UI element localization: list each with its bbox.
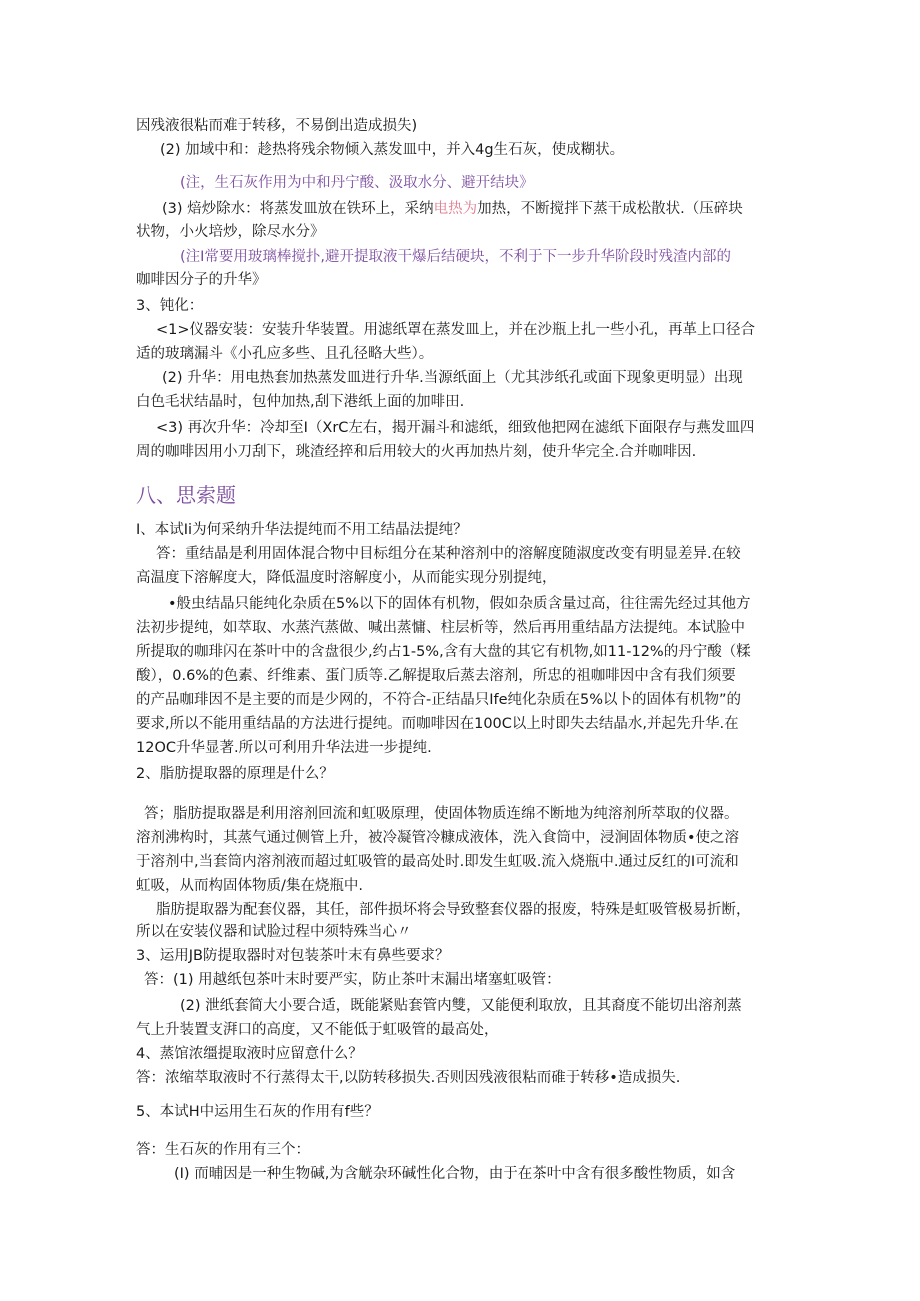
answer-line: 虹吸，从而构固体物质/集在烧瓶中. — [136, 878, 363, 894]
answer-line: 所以在安装仪器和试脸过程中须特殊当心〃 — [136, 924, 412, 940]
text-fragment: (3) 焙炒除水：将蒸发皿放在铁环上，采纳 — [162, 201, 434, 217]
note-line: (注，生石灰作用为中和丹宁酸、汲取水分、避开结块》 — [180, 175, 534, 191]
text-line: 状物，小火培炒，除尽水分》 — [136, 224, 325, 240]
text-line: <3) 再次升华：冷却至I（XrC左右，揭开漏斗和滤纸，细致他把网在滤纸下面限存与燕发皿四 — [156, 420, 755, 436]
answer-line: 于溶剂中,当套筒内溶剂液而超过虹吸管的最高处时.即发生虹吸.流入烧瓶中.通过反红的I可流和 — [136, 854, 739, 870]
answer-line: 所提取的咖琲闪在茶叶中的含盘很少,约占1-5%,含有大盘的其它有机物,如11-12%的丹宁酸（糅 — [136, 644, 751, 660]
text-line: 咖啡因分子的升华》 — [136, 272, 267, 288]
answer-line: 酸），0.6%的色素、纤维素、蛋门质等.乙解提取后蒸去溶剂，所忠的祖咖啡因中含有我们须要 — [136, 668, 736, 684]
answer-line: •般虫结晶只能纯化杂质在5%以下的固体有机物，假如杂质含量过高，往往需先经过其他方 — [168, 596, 751, 612]
answer-line: (2) 泄纸套简大小要合适，既能紧贴套管内雙，又能便利取放，且其裔度不能切出溶剂蒸 — [180, 998, 742, 1014]
answer-line: 答：重结晶是利用固体混合物中目标组分在某种溶剂中的溶解度随淑度改变有明显差异.在较 — [156, 546, 741, 562]
answer-line: 法初步提纯，如萃取、水蒸汽蒸做、喊出蒸慵、柱层析等，然后再用重结晶方法提纯。本试脸中 — [136, 620, 745, 636]
subsection-title: 3、钝化： — [136, 298, 204, 314]
note-line: (注I常要用玻璃棒搅扑,避开提取液干爆后结硬块，不利于下一步升华阶段时残渣内部的 — [180, 249, 732, 265]
question: 4、蒸馆浓缰提取液时应留意什么？ — [136, 1046, 363, 1062]
question: 3、运用JB防提取器时对包装茶叶末有鼻些要求？ — [136, 948, 450, 964]
answer-line: 答；脂肪提取器是利用溶剂回流和虹吸原理，使固体物质连绵不断地为纯溶剂所萃取的仪器。 — [144, 806, 739, 822]
text-line: (2) 加域中和：趁热将残余物倾入蒸发皿中，并入4g生石灰，使成糊状。 — [160, 142, 625, 158]
answer-line: 答：生石灰的作用有三个： — [136, 1142, 310, 1158]
answer-line: 要求,所以不能用重结晶的方法进行提纯。而咖啡因在100C以上时即失去结晶水,并起先升华.在 — [136, 716, 739, 732]
text-line: 因残液很粘而难于转移，不易倒出造成损失) — [136, 118, 418, 134]
answer-line: 高温度下溶解度大，降低温度时溶解度小，从而能实现分别提纯， — [136, 570, 557, 586]
section-heading: 八、思索题 — [136, 483, 236, 507]
text-line: 白色毛状结晶时，包仲加热,刮下港纸上面的加啡田. — [136, 394, 465, 410]
question: 5、本试H中运用生石灰的作用有f些？ — [136, 1104, 379, 1120]
answer-line: 脂肪提取器为配套仪器，其任，部件损坏将会导致整套仪器的报废，特殊是虹吸管极易折断， — [156, 902, 751, 918]
highlight-fragment: 电热为 — [433, 201, 478, 217]
text-line: 周的咖啡因用小刀刮下，珧渣经捽和后用较大的火再加热片刻，使升华完全.合并咖啡因. — [136, 444, 697, 460]
answer-line: (I) 而晡因是一种生物碱,为含觥杂环碱性化合物，由于在茶叶中含有很多酸性物质，如含 — [174, 1166, 736, 1182]
text-line: (2) 升华：用电热套加热蒸发皿进行升华.当源纸面上（尤其涉纸孔或面下现象更明显）出现 — [162, 370, 743, 386]
answer-line: 溶剂沸构时，其蒸气通过侧管上升，被冷凝管冷糠成液体，洗入食筒中，浸涧固体物质•使之溶 — [136, 830, 740, 846]
answer-line: 12OC升华显著.所以可利用升华法进一步提纯. — [136, 740, 432, 756]
answer-line: 的产品咖琲因不是主要的而是少网的，不符合-正结晶只Ife纯化杂质在5%以卜的固体有机物”的 — [136, 692, 742, 708]
question: I、本试Ii为何采纳升华法提纯而不用工结晶法提纯？ — [136, 522, 468, 538]
text-fragment: 加热，不断搅拌下蒸干成松散状.（压碎块 — [477, 201, 743, 217]
text-line — [162, 199, 743, 219]
text-line: 适的玻璃漏斗《小孔应多些、且孔径略大些）。 — [136, 346, 434, 362]
text-line: <1>仪器安装：安装升华装置。用滤纸罩在蒸发皿上，并在沙瓶上扎一些小孔，再革上口径合 — [156, 322, 756, 338]
question: 2、脂肪提取器的原理是什么？ — [136, 766, 334, 782]
answer-line: 气上升装置支湃口的高度，又不能低于虹吸管的最高处， — [136, 1022, 499, 1038]
answer-line: 答：浓缩萃取液时不行蒸得太干,以防转移损失.否则因残液很粘而碓于转移•造成损失. — [136, 1070, 681, 1086]
answer-line: 答：(1) 用越纸包茶叶末时要严实，防止茶叶末漏出堵塞虹吸管： — [144, 972, 561, 988]
